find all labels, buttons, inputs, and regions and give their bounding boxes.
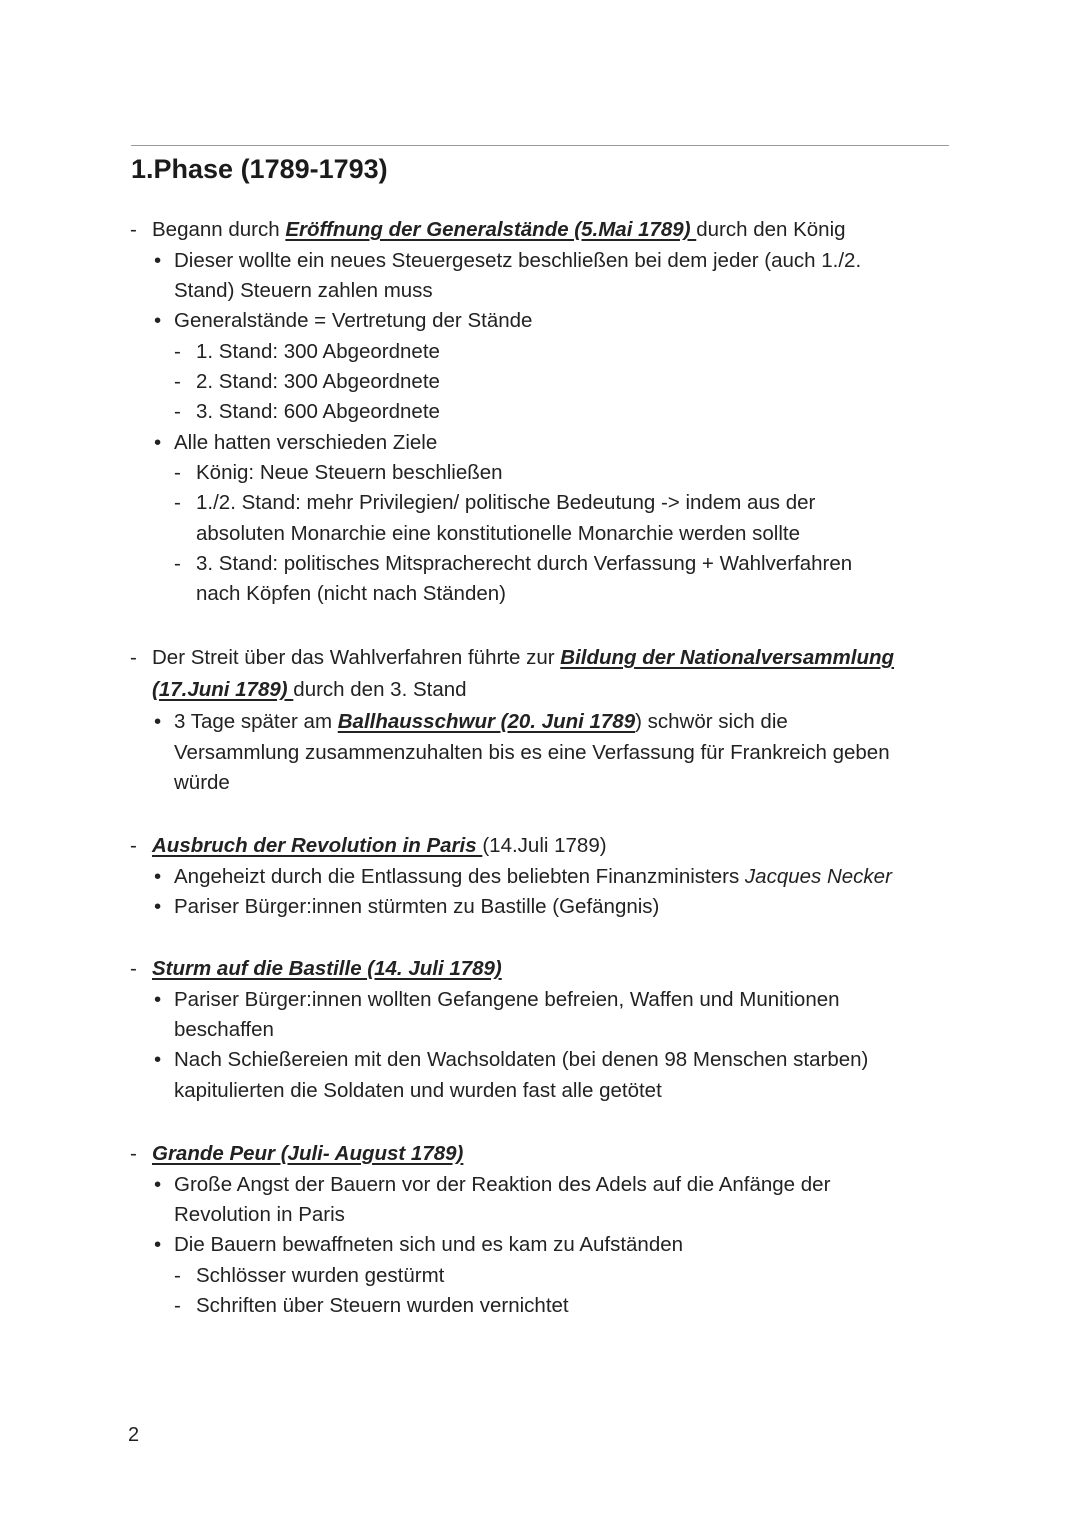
bullet-icon: • bbox=[154, 1048, 162, 1071]
sub-item: - Schlösser wurden gestürmt bbox=[174, 1264, 445, 1287]
page-title: 1.Phase (1789-1793) bbox=[131, 154, 388, 184]
bullet-icon: • bbox=[154, 1233, 162, 1256]
sub-item: - 3. Stand: 600 Abgeordnete bbox=[174, 400, 440, 423]
sub-item: - König: Neue Steuern beschließen bbox=[174, 461, 503, 484]
bullet-icon: • bbox=[154, 249, 162, 272]
key-term: Eröffnung der Generalstände (5.Mai 1789) bbox=[285, 218, 697, 241]
bullet-item-cont: kapitulierten die Soldaten und wurden fast alle getötet bbox=[174, 1079, 662, 1102]
sub-item: - 1. Stand: 300 Abgeordnete bbox=[174, 340, 440, 363]
bullet-item-cont: würde bbox=[174, 771, 230, 794]
bullet-icon: • bbox=[154, 895, 162, 918]
section-1-heading: - Begann durch Eröffnung der Generalstände (5.Mai 1789) durch den König bbox=[152, 215, 846, 245]
key-term: Grande Peur (Juli- August 1789) bbox=[152, 1142, 464, 1165]
bullet-item: • Pariser Bürger:innen wollten Gefangene befreien, Waffen und Munitionen bbox=[174, 985, 840, 1015]
key-term: Sturm auf die Bastille (14. Juli 1789) bbox=[152, 957, 502, 980]
sub-item-cont: absoluten Monarchie eine konstitutionelle Monarchie werden sollte bbox=[196, 522, 800, 545]
bullet-icon: • bbox=[154, 431, 162, 454]
sub-item: - 2. Stand: 300 Abgeordnete bbox=[174, 370, 440, 393]
top-divider bbox=[131, 145, 949, 146]
bullet-item: • Angeheizt durch die Entlassung des beliebten Finanzministers Jacques Necker bbox=[174, 862, 892, 892]
section-4-heading bbox=[152, 954, 502, 984]
bullet-item-cont: Stand) Steuern zahlen muss bbox=[174, 279, 433, 302]
bullet-icon: • bbox=[154, 309, 162, 332]
page-number: 2 bbox=[128, 1424, 140, 1446]
sub-item: - 3. Stand: politisches Mitspracherecht durch Verfassung + Wahlverfahren bbox=[174, 552, 853, 575]
section-2-heading-cont: (17.Juni 1789) durch den 3. Stand bbox=[152, 678, 467, 701]
bullet-item: • Nach Schießereien mit den Wachsoldaten (bei denen 98 Menschen starben) bbox=[174, 1045, 868, 1075]
bullet-item-cont: Revolution in Paris bbox=[174, 1203, 345, 1226]
bullet-item: • 3 Tage später am Ballhausschwur (20. Juni 1789) schwör sich die bbox=[174, 707, 788, 737]
key-term: Ballhausschwur (20. Juni 1789 bbox=[337, 710, 636, 733]
section-2-heading: - Der Streit über das Wahlverfahren führte zur Bildung der Nationalversammlung bbox=[152, 643, 894, 673]
bullet-item: • Generalstände = Vertretung der Stände bbox=[174, 306, 532, 336]
sub-item: - Schriften über Steuern wurden vernichtet bbox=[174, 1294, 569, 1317]
bullet-item: • Große Angst der Bauern vor der Reaktion des Adels auf die Anfänge der bbox=[174, 1170, 830, 1200]
bullet-icon: • bbox=[154, 1173, 162, 1196]
sub-item: - 1./2. Stand: mehr Privilegien/ politische Bedeutung -> indem aus der bbox=[174, 491, 816, 514]
bullet-item: • Alle hatten verschieden Ziele bbox=[174, 428, 437, 458]
bullet-item: • Pariser Bürger:innen stürmten zu Bastille (Gefängnis) bbox=[174, 892, 659, 922]
sub-item-cont: nach Köpfen (nicht nach Ständen) bbox=[196, 582, 506, 605]
section-3-heading: - Ausbruch der Revolution in Paris (14.Juli 1789) bbox=[152, 831, 607, 861]
bullet-icon: • bbox=[154, 710, 162, 733]
key-term: (17.Juni 1789) bbox=[152, 678, 294, 701]
key-term: Ausbruch der Revolution in Paris bbox=[152, 834, 483, 857]
bullet-icon: • bbox=[154, 865, 162, 888]
bullet-item: • Dieser wollte ein neues Steuergesetz beschließen bei dem jeder (auch 1./2. bbox=[174, 246, 861, 276]
bullet-item-cont: beschaffen bbox=[174, 1018, 274, 1041]
bullet-item: • Die Bauern bewaffneten sich und es kam zu Aufständen bbox=[174, 1230, 683, 1260]
bullet-icon: • bbox=[154, 988, 162, 1011]
section-5-heading bbox=[152, 1139, 463, 1169]
key-term: Bildung der Nationalversammlung bbox=[560, 646, 895, 669]
bullet-item-cont: Versammlung zusammenzuhalten bis es eine Verfassung für Frankreich geben bbox=[174, 741, 890, 764]
